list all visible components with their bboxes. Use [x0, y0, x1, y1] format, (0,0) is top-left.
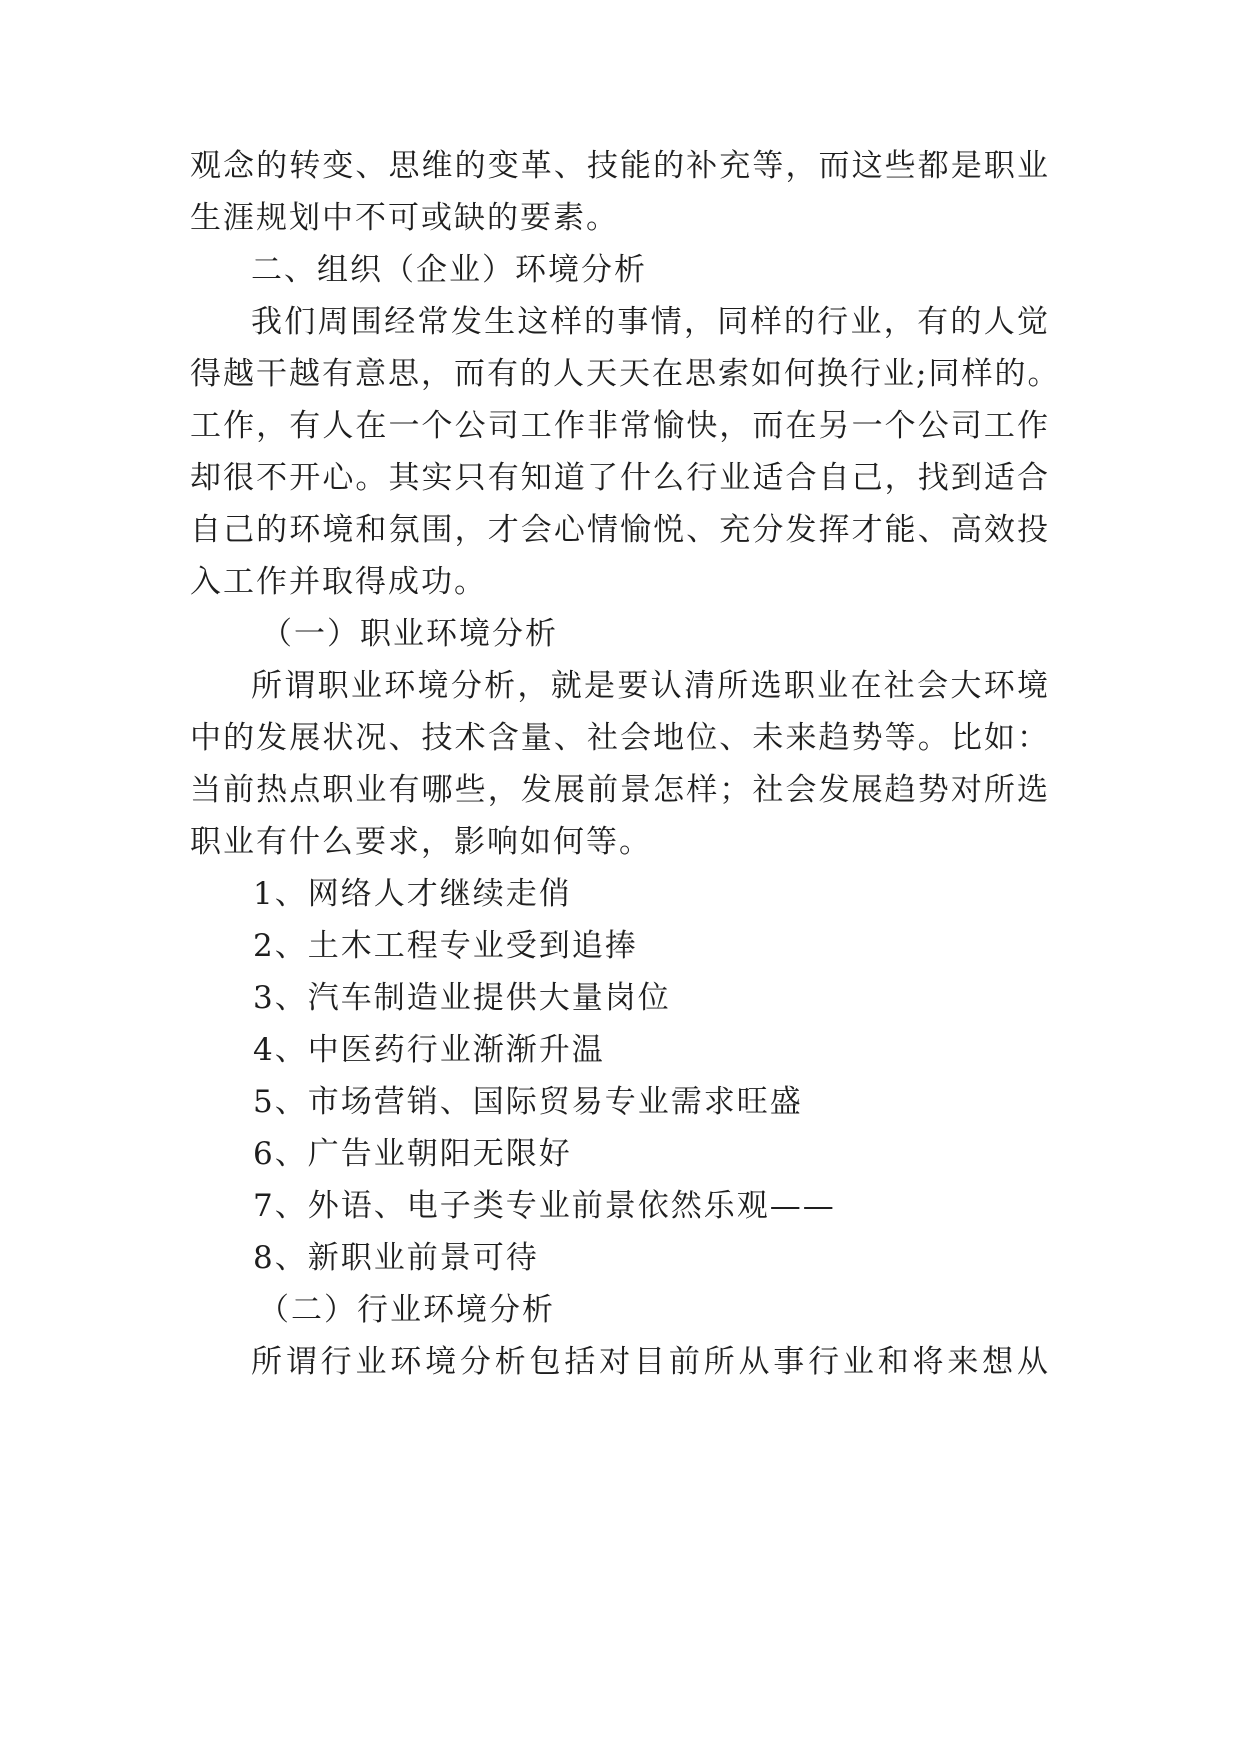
body-text-line: 当前热点职业有哪些，发展前景怎样；社会发展趋势对所选 — [190, 772, 1050, 808]
subsection-heading: （一）职业环境分析 — [261, 616, 558, 652]
list-item: 1、网络人才继续走俏 — [253, 876, 572, 912]
body-text-line: 所谓职业环境分析，就是要认清所选职业在社会大环境 — [251, 668, 1050, 704]
body-text-line: 却很不开心。其实只有知道了什么行业适合自己，找到适合 — [190, 460, 1050, 496]
body-text-line: 生涯规划中不可或缺的要素。 — [190, 200, 619, 236]
list-item: 5、市场营销、国际贸易专业需求旺盛 — [253, 1084, 803, 1120]
list-item: 7、外语、电子类专业前景依然乐观—— — [253, 1188, 836, 1224]
body-text-line: 观念的转变、思维的变革、技能的补充等，而这些都是职业 — [190, 148, 1050, 184]
body-text-line: 自己的环境和氛围，才会心情愉悦、充分发挥才能、高效投 — [190, 512, 1050, 548]
list-item: 6、广告业朝阳无限好 — [253, 1136, 572, 1172]
body-text-line: 工作，有人在一个公司工作非常愉快，而在另一个公司工作 — [190, 408, 1050, 444]
subsection-heading: （二）行业环境分析 — [258, 1292, 555, 1328]
list-item: 8、新职业前景可待 — [253, 1240, 539, 1276]
body-text-line: 入工作并取得成功。 — [190, 564, 487, 600]
body-text-line: 所谓行业环境分析包括对目前所从事行业和将来想从 — [251, 1344, 1050, 1380]
body-text-line: 职业有什么要求，影响如何等。 — [190, 824, 652, 860]
list-item: 3、汽车制造业提供大量岗位 — [253, 980, 671, 1016]
list-item: 2、土木工程专业受到追捧 — [253, 928, 638, 964]
section-heading: 二、组织（企业）环境分析 — [251, 252, 647, 288]
body-text-line: 得越干越有意思，而有的人天天在思索如何换行业;同样的。 — [190, 356, 1061, 392]
list-item: 4、中医药行业渐渐升温 — [253, 1032, 605, 1068]
body-text-line: 我们周围经常发生这样的事情，同样的行业，有的人觉 — [251, 304, 1050, 340]
body-text-line: 中的发展状况、技术含量、社会地位、未来趋势等。比如： — [190, 720, 1050, 756]
